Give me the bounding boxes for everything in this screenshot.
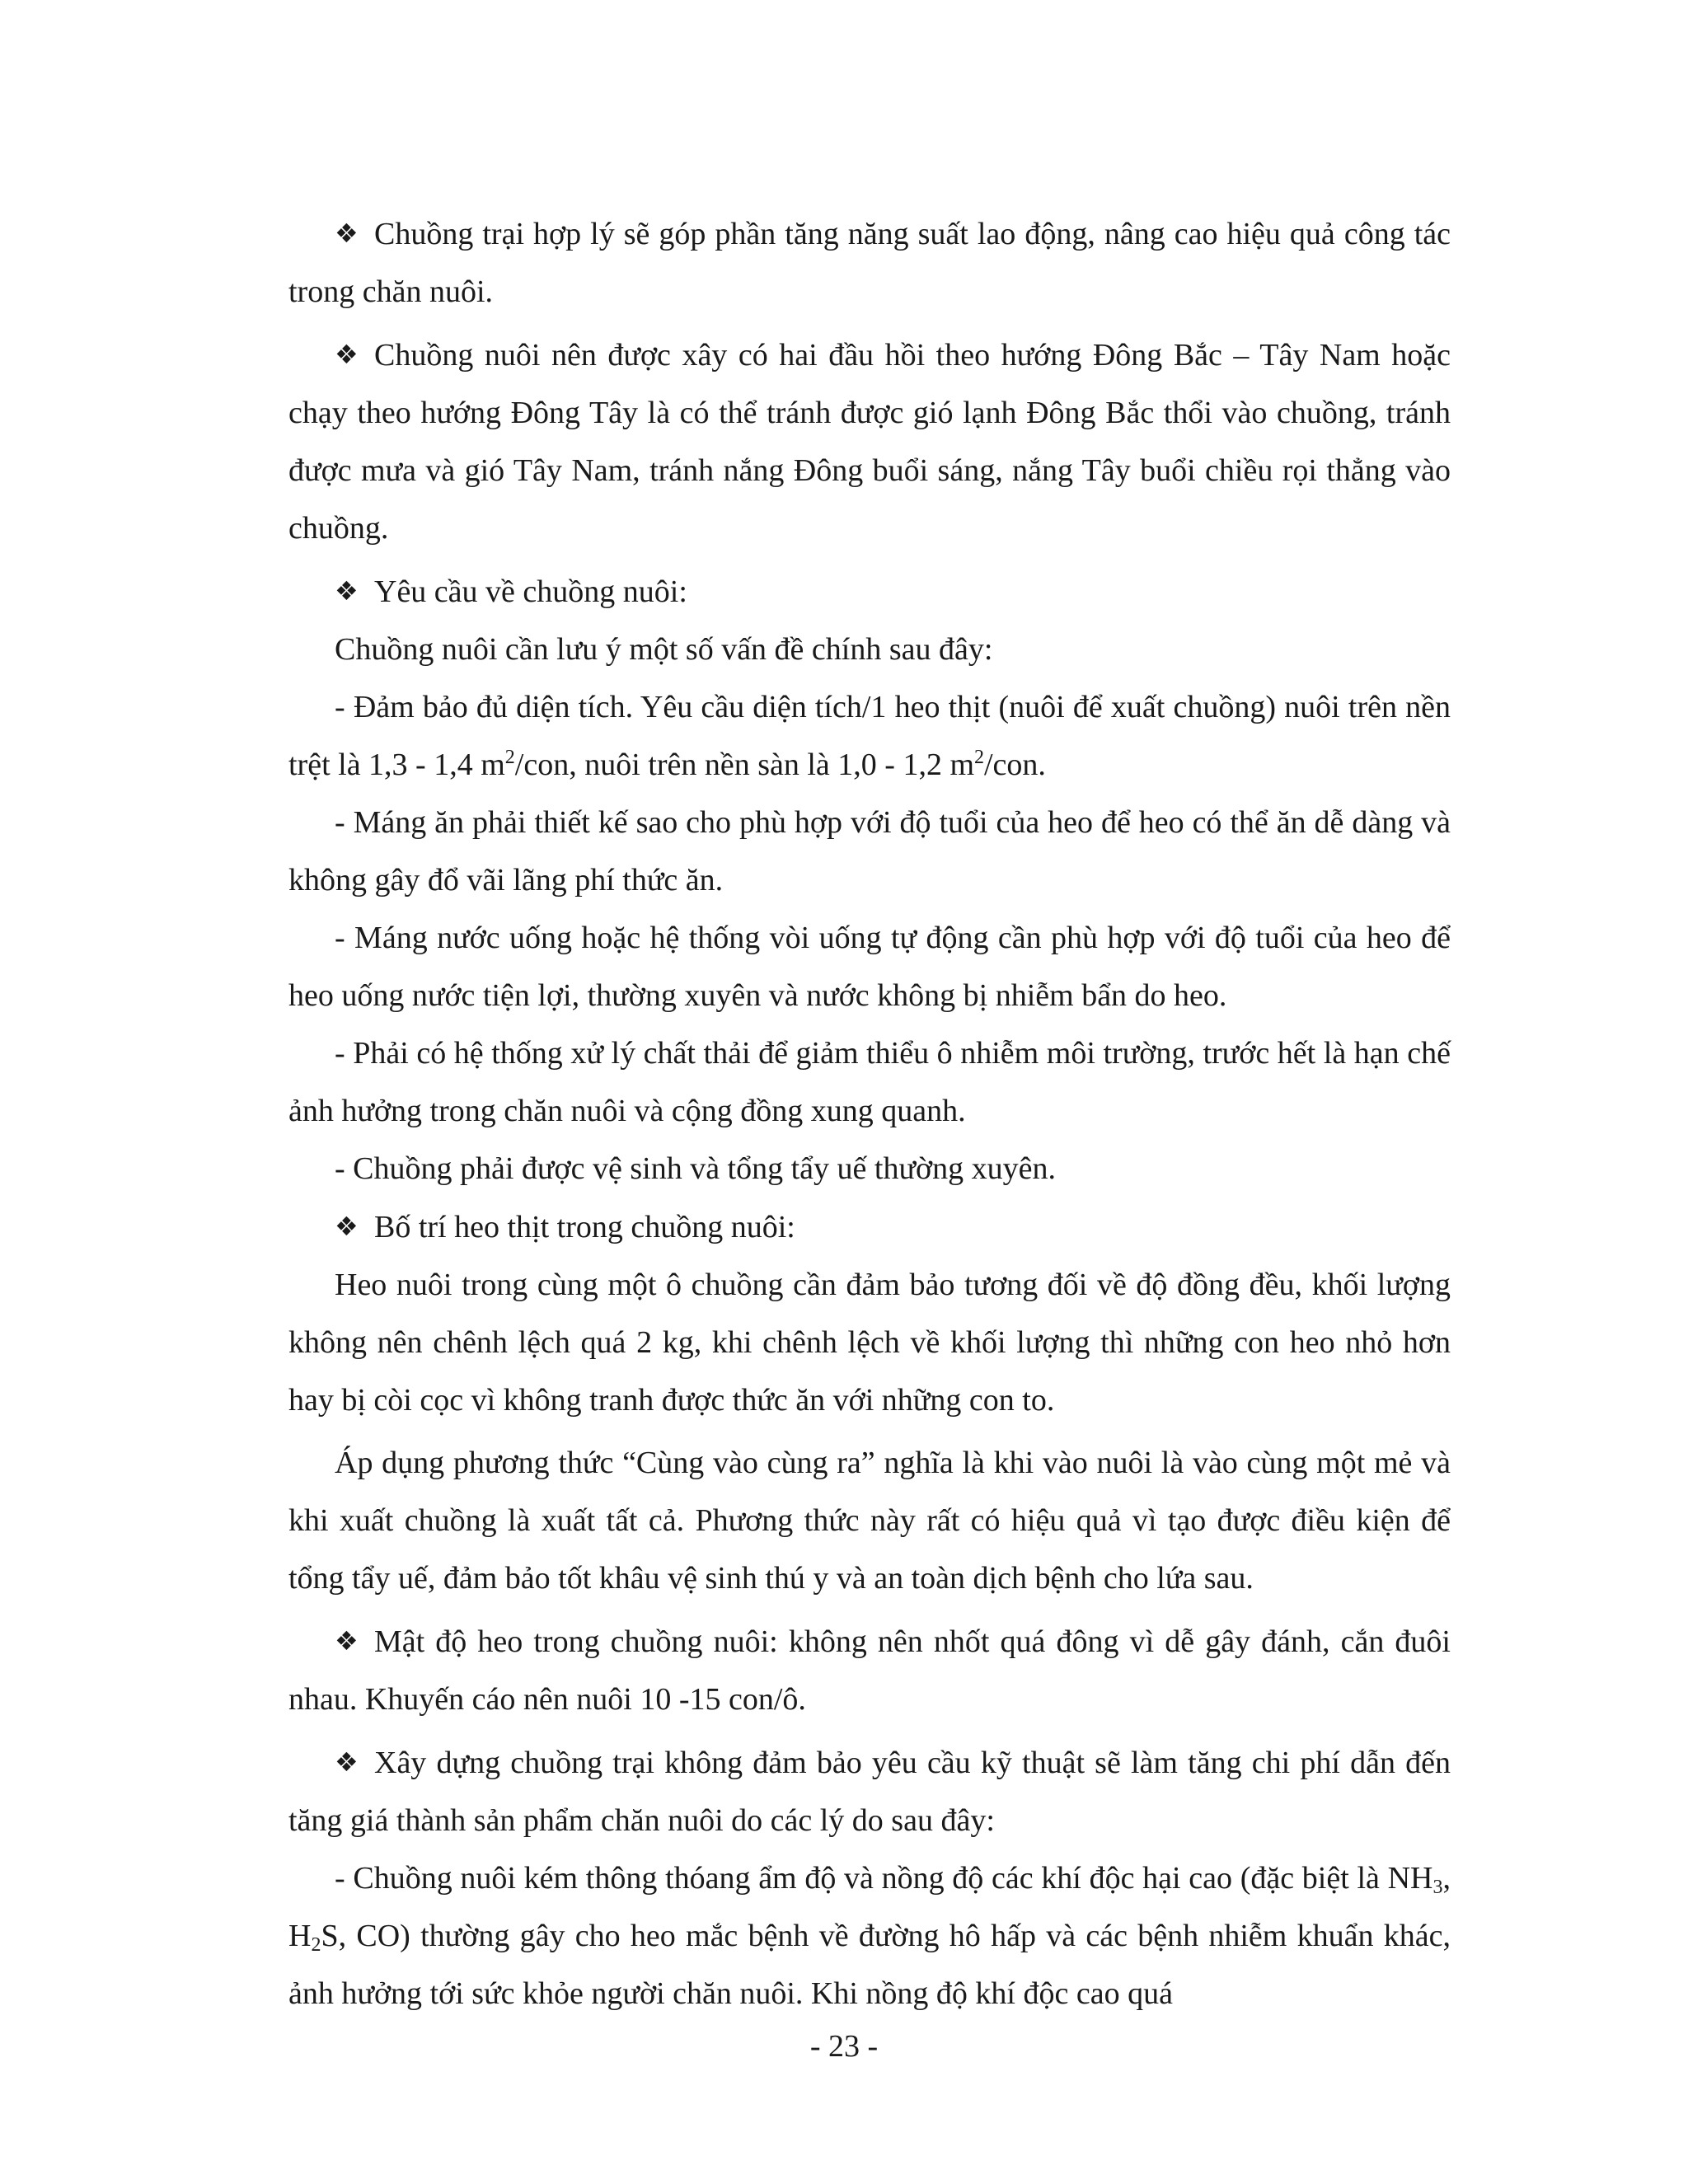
paragraph-text: /con, nuôi trên nền sàn là 1,0 - 1,2 m xyxy=(514,748,974,782)
superscript: 2 xyxy=(974,747,984,768)
paragraph-6 xyxy=(288,794,1451,909)
paragraph-text: Chuồng nuôi cần lưu ý một số vấn đề chính sau đây: xyxy=(335,632,993,667)
diamond-bullet-icon: ❖ xyxy=(335,1746,359,1778)
diamond-bullet-icon: ❖ xyxy=(335,218,359,249)
superscript: 2 xyxy=(504,747,515,768)
paragraph-text: Xây dựng chuồng trại không đảm bảo yêu cầu kỹ thuật sẽ làm tăng chi phí dẫn đến tăng giá thành sản phẩm chăn nuôi do các lý do sau đây: xyxy=(288,1746,1451,1838)
paragraph-10 xyxy=(288,1197,1451,1256)
diamond-bullet-icon: ❖ xyxy=(335,339,359,370)
paragraph-3 xyxy=(288,562,1451,621)
paragraph-12 xyxy=(288,1434,1451,1607)
paragraph-4 xyxy=(288,621,1451,678)
paragraph-7 xyxy=(288,909,1451,1024)
diamond-bullet-icon: ❖ xyxy=(335,575,359,607)
paragraph-11 xyxy=(288,1256,1451,1429)
paragraph-text: Chuồng nuôi nên được xây có hai đầu hồi theo hướng Đông Bắc – Tây Nam hoặc chạy theo hướng Đông Tây là có thể tránh được gió lạnh Đông Bắc thổi vào chuồng, tránh được mưa và gió Tây Nam, tránh nắng Đông buổi sáng, nắng Tây buổi chiều rọi thẳng vào chuồng. xyxy=(288,338,1451,546)
subscript: 3 xyxy=(1432,1877,1443,1898)
paragraph-text: - Đảm bảo đủ diện tích. Yêu cầu diện tích/1 heo thịt (nuôi để xuất chuồng) nuôi trên nền trệt là 1,3 - 1,4 m xyxy=(288,690,1451,782)
paragraph-5 xyxy=(288,678,1451,794)
paragraph-8 xyxy=(288,1024,1451,1140)
body-text xyxy=(288,204,1451,2022)
paragraph-text: Bố trí heo thịt trong chuồng nuôi: xyxy=(374,1210,795,1244)
paragraph-text: Heo nuôi trong cùng một ô chuồng cần đảm bảo tương đối về độ đồng đều, khối lượng không nên chênh lệch quá 2 kg, khi chênh lệch về khối lượng thì những con heo nhỏ hơn hay bị còi cọc vì không tranh được thức ăn với những con to. xyxy=(288,1268,1451,1418)
paragraph-text: - Máng ăn phải thiết kế sao cho phù hợp với độ tuổi của heo để heo có thể ăn dễ dàng và không gây đổ vãi lãng phí thức ăn. xyxy=(288,805,1451,898)
paragraph-text: Chuồng trại hợp lý sẽ góp phần tăng năng suất lao động, nâng cao hiệu quả công tác trong chăn nuôi. xyxy=(288,217,1451,309)
paragraph-text: Áp dụng phương thức “Cùng vào cùng ra” nghĩa là khi vào nuôi là vào cùng một mẻ và khi xuất chuồng là xuất tất cả. Phương thức này rất có hiệu quả vì tạo được điều kiện để tổng tẩy uế, đảm bảo tốt khâu vệ sinh thú y và an toàn dịch bệnh cho lứa sau. xyxy=(288,1446,1451,1596)
paragraph-9 xyxy=(288,1140,1451,1197)
paragraph-14 xyxy=(288,1733,1451,1849)
paragraph-text: - Máng nước uống hoặc hệ thống vòi uống tự động cần phù hợp với độ tuổi của heo để heo uống nước tiện lợi, thường xuyên và nước không bị nhiễm bẩn do heo. xyxy=(288,921,1451,1013)
diamond-bullet-icon: ❖ xyxy=(335,1625,359,1657)
paragraph-1 xyxy=(288,204,1451,321)
paragraph-2 xyxy=(288,326,1451,557)
page-number: - 23 - xyxy=(809,2029,879,2064)
paragraph-text: , H xyxy=(288,1861,1451,1953)
paragraph-15 xyxy=(288,1849,1451,2022)
paragraph-text: Yêu cầu về chuồng nuôi: xyxy=(374,574,687,609)
paragraph-text: - Phải có hệ thống xử lý chất thải để giảm thiểu ô nhiễm môi trường, trước hết là hạn chế ảnh hưởng trong chăn nuôi và cộng đồng xung quanh. xyxy=(288,1036,1451,1128)
paragraph-text: - Chuồng phải được vệ sinh và tổng tẩy uế thường xuyên. xyxy=(335,1151,1057,1186)
paragraph-text: /con. xyxy=(984,748,1046,782)
paragraph-text: S, CO) thường gây cho heo mắc bệnh về đường hô hấp và các bệnh nhiễm khuẩn khác, ảnh hưởng tới sức khỏe người chăn nuôi. Khi nồng độ khí độc cao quá xyxy=(288,1919,1451,2011)
paragraph-text: Mật độ heo trong chuồng nuôi: không nên nhốt quá đông vì dễ gây đánh, cắn đuôi nhau. Khuyến cáo nên nuôi 10 -15 con/ô. xyxy=(288,1624,1451,1717)
diamond-bullet-icon: ❖ xyxy=(335,1211,359,1242)
paragraph-13 xyxy=(288,1612,1451,1728)
subscript: 2 xyxy=(311,1934,321,1956)
paragraph-text: - Chuồng nuôi kém thông thóang ẩm độ và nồng độ các khí độc hại cao (đặc biệt là NH xyxy=(335,1861,1433,1896)
